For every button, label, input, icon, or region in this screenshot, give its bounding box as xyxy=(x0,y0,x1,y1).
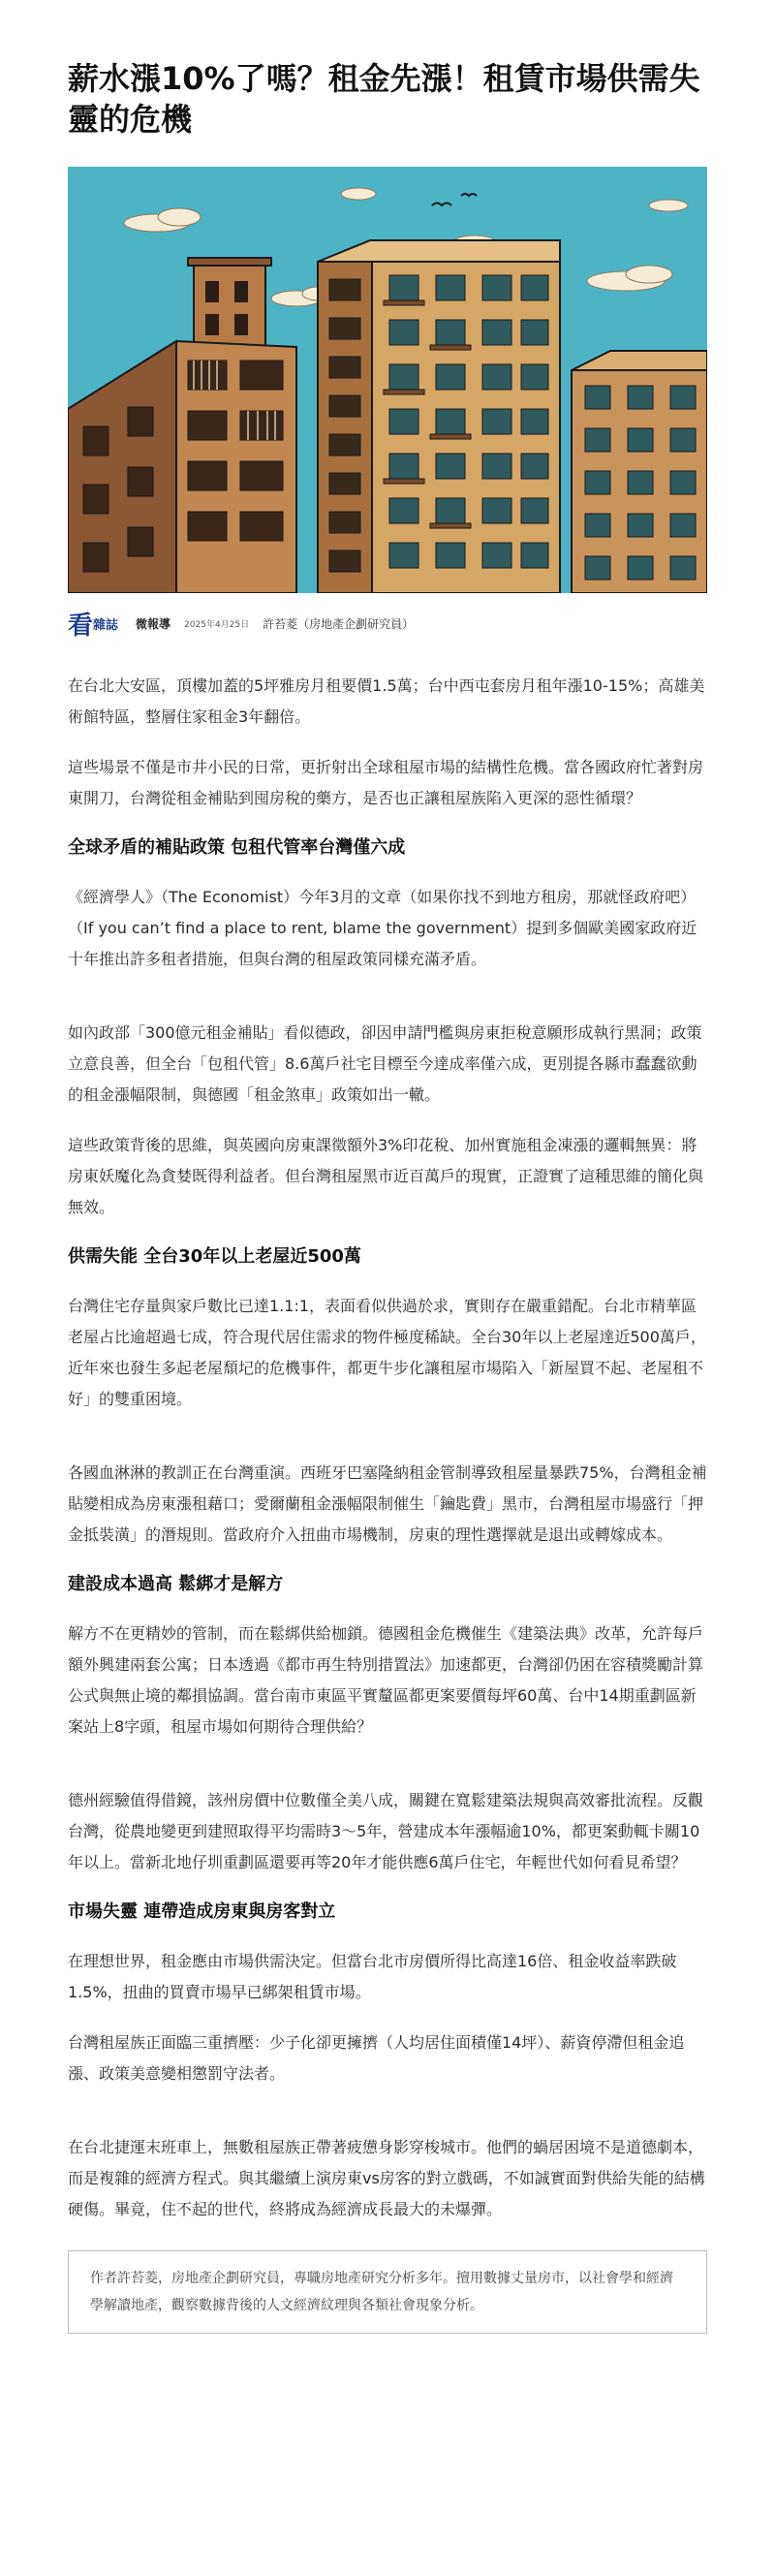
paragraph: 這些政策背後的思維，與英國向房東課徵額外3%印花稅、加州實施租金凍漲的邏輯無異：將房東妖魔化為貪婪既得利益者。但台灣租屋黑市近百萬戶的現實，正證實了這種思維的簡化與無效。 xyxy=(68,1136,704,1216)
byline xyxy=(68,601,707,645)
paragraph: 在理想世界，租金應由市場供需決定。但當台北市房價所得比高達16倍、租金收益率跌破1.5%，扭曲的買賣市場早已綁架租賃市場。 xyxy=(68,1952,677,2001)
section-heading: 供需失能 全台30年以上老屋近500萬 xyxy=(68,1246,361,1267)
paragraph: 這些場景不僅是市井小民的日常，更折射出全球租屋市場的結構性危機。當各國政府忙著對房東開刀，台灣從租金補貼到囤房稅的藥方，是否也正讓租屋族陷入更深的惡性循環？ xyxy=(68,758,704,807)
paragraph: 德州經驗值得借鏡，該州房價中位數僅全美八成，關鍵在寬鬆建築法規與高效審批流程。反觀台灣，從農地變更到建照取得平均需時3～5年，營建成本年漲幅逾10%，都更案動輒卡關10年以上。當新北地仔圳重劃區還要再等20年才能供應6萬戶住宅，年輕世代如何看見希望？ xyxy=(68,1791,704,1871)
author-note-box xyxy=(68,2250,707,2334)
author-note: 作者許苔菱，房地產企劃研究員，專職房地產研究分析多年。擅用數據丈量房市，以社會學和經濟學解讀地產，觀察數據背後的人文經濟紋理與各類社會現象分析。 xyxy=(90,2271,673,2313)
publish-date: 2025年4月25日 xyxy=(184,619,250,630)
article-title: 薪水漲10%了嗎？租金先漲！租賃市場供需失靈的危機 xyxy=(68,60,700,138)
paragraph: 如內政部「300億元租金補貼」看似德政，卻因申請門檻與房東拒稅意願形成執行黑洞；政策立意良善，但全台「包租代管」8.6萬戶社宅目標至今達成率僅六成，更別提各縣市蠢蠢欲動的租金漲幅限制，與德國「租金煞車」政策如出一轍。 xyxy=(68,1023,702,1104)
logo-mark: 看 xyxy=(68,611,93,641)
article-body xyxy=(68,671,707,2334)
paragraph: 解方不在更精妙的管制，而在鬆綁供給枷鎖。德國租金危機催生《建築法典》改革，允許每戶額外興建兩套公寓；日本透過《都市再生特別措置法》加速都更，台灣卻仍困在容積獎勵計算公式與無止境的鄰損協調。當台南市東區平實釐區都更案要價每坪60萬、台中14期重劃區新案站上8字頭，租屋市場如何期待合理供給？ xyxy=(68,1624,704,1736)
paragraph: 《經濟學人》（The Economist）今年3月的文章（如果你找不到地方租房，那就怪政府吧）（If you can’t find a place to rent, blame the government）提到多個歐美國家政府近十年推出許多租者措施，但與台灣的租屋政策同樣充滿矛盾。 xyxy=(68,888,698,968)
logo-word: 雜誌 xyxy=(93,617,119,633)
section-name[interactable]: 微報導 xyxy=(136,616,171,631)
article xyxy=(68,58,707,2334)
paragraph: 各國血淋淋的教訓正在台灣重演。西班牙巴塞隆納租金管制導致租屋量暴跌75%，台灣租金補貼變相成為房東漲租藉口；愛爾蘭租金漲幅限制催生「鑰匙費」黑市，台灣租屋市場盛行「押金抵裝潢」的潛規則。當政府介入扭曲市場機制，房東的理性選擇就是退出或轉嫁成本。 xyxy=(68,1463,707,1544)
magazine-logo[interactable] xyxy=(68,606,118,642)
section-heading: 建設成本過高 鬆綁才是解方 xyxy=(68,1574,284,1594)
paragraph: 在台北捷運末班車上，無數租屋族正帶著疲憊身影穿梭城市。他們的蝸居困境不是道德劇本，而是複雜的經濟方程式。與其繼續上演房東vs房客的對立戲碼，不如誠實面對供給失能的結構硬傷。畢竟，住不起的世代，終將成為經濟成長最大的未爆彈。 xyxy=(68,2138,705,2218)
section-heading: 全球矛盾的補貼政策 包租代管率台灣僅六成 xyxy=(68,837,406,858)
paragraph: 台灣住宅存量與家戶數比已達1.1:1，表面看似供過於求，實則存在嚴重錯配。台北市精華區老屋占比逾超過七成，符合現代居住需求的物件極度稀缺。全台30年以上老屋達近500萬戶，近年來也發生多起老屋頹圮的危機事件，都更牛步化讓租屋市場陷入「新屋買不起、老屋租不好」的雙重困境。 xyxy=(68,1297,706,1408)
paragraph: 台灣租屋族正面臨三重擠壓：少子化卻更擁擠（人均居住面積僅14坪）、薪資停滯但租金追漲、政策美意變相懲罰守法者。 xyxy=(68,2033,685,2083)
hero-image xyxy=(68,167,707,593)
paragraph: 在台北大安區，頂樓加蓋的5坪雅房月租要價1.5萬；台中西屯套房月租年漲10-15%；高雄美術館特區，整層住家租金3年翻倍。 xyxy=(68,676,705,726)
author-name[interactable]: 許苔菱（房地產企劃研究員） xyxy=(263,616,415,631)
section-heading: 市場失靈 連帶造成房東與房客對立 xyxy=(68,1901,336,1922)
